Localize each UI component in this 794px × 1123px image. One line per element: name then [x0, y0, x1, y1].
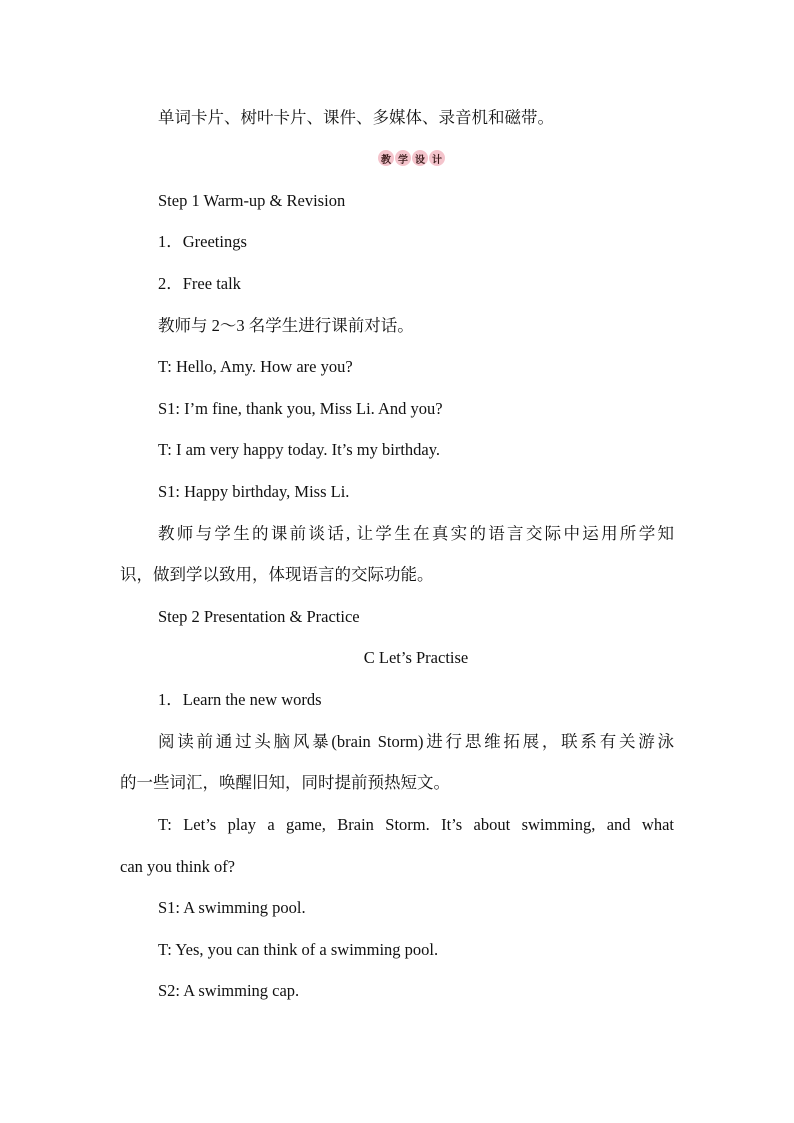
dialog2-s2: S2: A swimming cap. [158, 981, 300, 1000]
step1-title: Step 1 Warm-up & Revision [158, 191, 346, 210]
note1-line2: 识，做到学以致用，体现语言的交际功能。 [120, 565, 434, 584]
badge-char-3: 设 [412, 150, 428, 166]
step2-title: Step 2 Presentation & Practice [158, 607, 360, 626]
dialog-line-1: T: Hello, Amy. How are you? [158, 357, 353, 376]
item-free-talk: 2．Free talk [158, 274, 241, 293]
subsection-title: C Let’s Practise [363, 648, 469, 667]
badge-char-2: 学 [395, 150, 411, 166]
dialog2-t: T: Yes, you can think of a swimming pool. [158, 940, 439, 959]
teaching-design-badge [378, 150, 445, 166]
dialog2-s1: S1: A swimming pool. [158, 898, 306, 917]
note1-line1: 教师与学生的课前谈话, 让学生在真实的语言交际中运用所学知 [158, 524, 674, 543]
badge-char-4: 计 [429, 150, 445, 166]
item-greetings: 1．Greetings [158, 232, 247, 251]
learn-item: 1．Learn the new words [158, 690, 322, 709]
dialog-line-4: S1: Happy birthday, Miss Li. [158, 482, 350, 501]
note2-line1: 阅读前通过头脑风暴(brain Storm)进行思维拓展，联系有关游泳 [158, 732, 674, 751]
badge-char-1: 教 [378, 150, 394, 166]
dialog-line-3: T: I am very happy today. It’s my birthday. [158, 440, 441, 459]
materials-text: 单词卡片、树叶卡片、课件、多媒体、录音机和磁带。 [158, 108, 554, 127]
dialog2-line2: can you think of? [120, 857, 236, 876]
dialog-intro: 教师与 2～3 名学生进行课前对话。 [158, 316, 414, 335]
dialog-line-2: S1: I’m fine, thank you, Miss Li. And you? [158, 399, 443, 418]
note2-line2: 的一些词汇，唤醒旧知，同时提前预热短文。 [120, 773, 450, 792]
dialog2-line1: T: Let’s play a game, Brain Storm. It’s about swimming, and what [158, 815, 674, 834]
